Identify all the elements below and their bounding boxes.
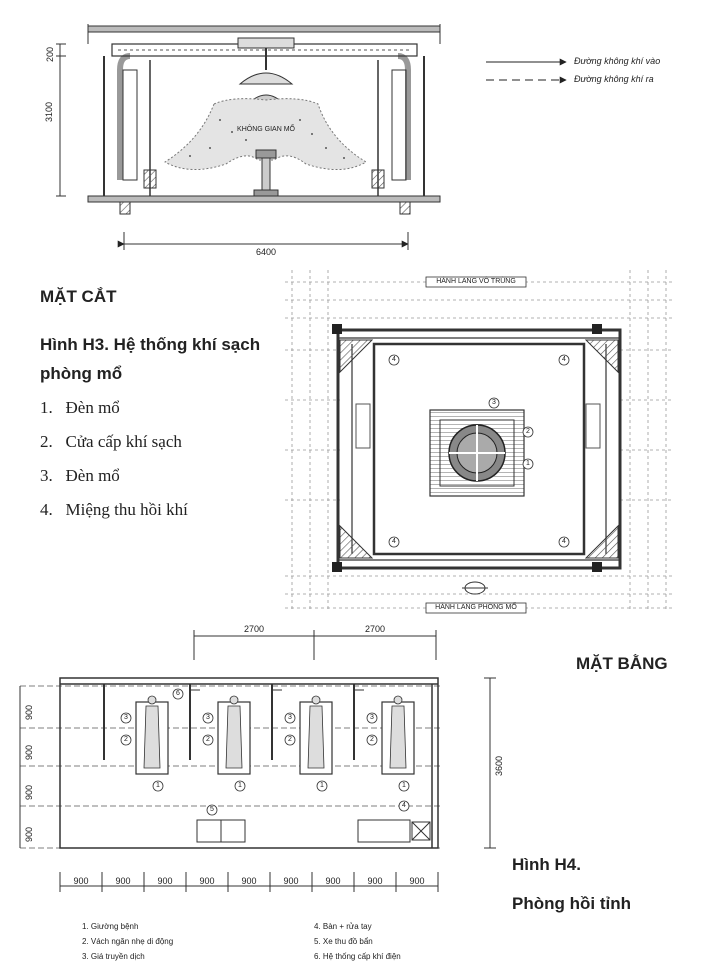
section-view (56, 24, 566, 250)
h4-dim-top: 2700 (364, 624, 386, 634)
h4-marker-6: 6 (176, 690, 180, 697)
h4-dim-bottom: 900 (115, 876, 131, 886)
h4-dim-left: 900 (24, 744, 34, 760)
h3-list-item: 1. Đèn mổ (40, 398, 120, 417)
legend-air-out: Đường không khí ra (574, 74, 654, 84)
h4-marker-2: 2 (288, 736, 292, 743)
h3-marker-3: 3 (492, 399, 496, 406)
h4-dim-bottom: 900 (409, 876, 425, 886)
figure-h4-caption-line1: Hình H4. (512, 855, 581, 874)
h4-dim-bottom: 900 (325, 876, 341, 886)
h4-dim-bottom: 900 (283, 876, 299, 886)
h4-marker-2: 2 (124, 736, 128, 743)
h4-dim-right: 3600 (494, 755, 504, 776)
dim-width: 6400 (255, 247, 277, 257)
h3-list-item: 3. Đèn mổ (40, 466, 120, 485)
h4-dim-left: 900 (24, 704, 34, 720)
h3-list-item: 4. Miệng thu hồi khí (40, 500, 188, 519)
h4-dim-bottom: 900 (199, 876, 215, 886)
dim-top: 200 (45, 46, 55, 62)
h4-dim-bottom: 900 (241, 876, 257, 886)
dim-height: 3100 (44, 101, 54, 122)
h3-marker-4: 4 (562, 538, 566, 545)
h4-marker-3: 3 (370, 714, 374, 721)
operating-zone-label: KHÔNG GIAN MỔ (237, 126, 295, 133)
figure-h4-caption-line2: Phòng hồi tỉnh (512, 894, 631, 913)
h3-marker-2: 2 (526, 428, 530, 435)
h4-legend-item: 6. Hệ thống cấp khí điện (314, 952, 401, 961)
h3-marker-4: 4 (392, 538, 396, 545)
legend-air-in: Đường không khí vào (574, 56, 661, 66)
h3-list-item: 2. Cửa cấp khí sạch (40, 432, 182, 451)
recovery-room-plan (20, 630, 496, 892)
h4-marker-1: 1 (156, 782, 160, 789)
h4-marker-3: 3 (206, 714, 210, 721)
h4-marker-3: 3 (124, 714, 128, 721)
h4-marker-4: 4 (402, 802, 406, 809)
h4-legend-item: 5. Xe thu đồ bẩn (314, 937, 373, 946)
h4-dim-top: 2700 (243, 624, 265, 634)
h4-dim-bottom: 900 (157, 876, 173, 886)
h4-marker-1: 1 (402, 782, 406, 789)
h4-marker-5: 5 (210, 806, 214, 813)
h4-dim-left: 900 (24, 784, 34, 800)
h4-marker-2: 2 (206, 736, 210, 743)
h3-marker-1: 1 (526, 460, 530, 467)
h4-dim-left: 900 (24, 826, 34, 842)
operating-room-plan (285, 270, 672, 613)
figure-h3-caption: Hình H3. Hệ thống khí sạch phòng mổ (40, 335, 261, 383)
h4-legend-item: 4. Bàn + rửa tay (314, 922, 372, 931)
h3-marker-4: 4 (392, 356, 396, 363)
h4-marker-1: 1 (320, 782, 324, 789)
h4-dim-bottom: 900 (367, 876, 383, 886)
h3-marker-4: 4 (562, 356, 566, 363)
heading-plan: MẶT BẰNG (576, 654, 668, 673)
h4-legend-item: 1. Giường bệnh (82, 922, 139, 931)
h4-marker-2: 2 (370, 736, 374, 743)
bottom-corridor-label: HÀNH LANG PHÒNG MỔ (435, 604, 517, 611)
h4-dim-bottom: 900 (73, 876, 89, 886)
heading-section: MẶT CẮT (40, 287, 117, 306)
h4-legend-item: 3. Giá truyền dịch (82, 952, 145, 961)
h4-legend-item: 2. Vách ngăn nhẹ di động (82, 937, 174, 946)
h4-marker-3: 3 (288, 714, 292, 721)
top-corridor-label: HÀNH LANG VÔ TRÙNG (436, 278, 516, 285)
h4-marker-1: 1 (238, 782, 242, 789)
